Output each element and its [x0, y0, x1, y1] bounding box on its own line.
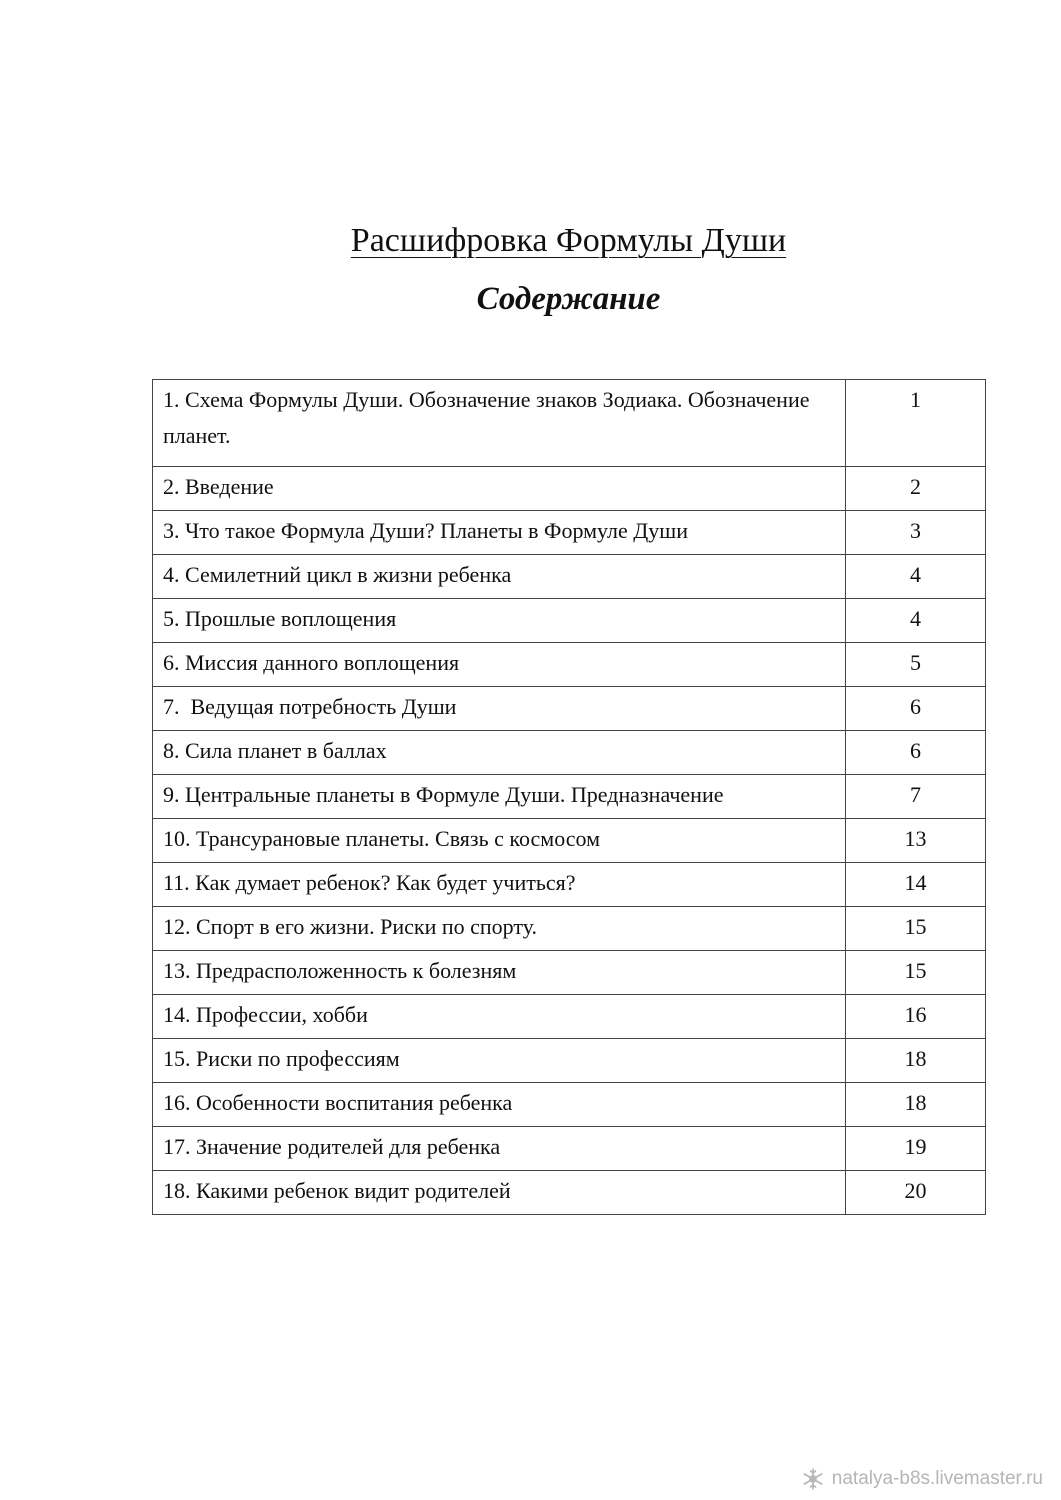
snowflake-icon: [802, 1468, 824, 1490]
toc-entry-page: 4: [846, 555, 986, 599]
toc-row: [153, 907, 986, 951]
toc-row: [153, 1083, 986, 1127]
toc-entry-page: 16: [846, 995, 986, 1039]
toc-entry-page: 13: [846, 819, 986, 863]
toc-entry-page: 14: [846, 863, 986, 907]
toc-row: [153, 511, 986, 555]
toc-row: [153, 1127, 986, 1171]
toc-entry-title: 12. Спорт в его жизни. Риски по спорту.: [153, 907, 846, 951]
toc-row: [153, 731, 986, 775]
toc-row: [153, 599, 986, 643]
toc-entry-title: 1. Схема Формулы Души. Обозначение знаков Зодиака. Обозначение планет.: [153, 380, 846, 467]
toc-row: [153, 863, 986, 907]
toc-row: [153, 775, 986, 819]
toc-entry-page: 2: [846, 467, 986, 511]
toc-row: [153, 555, 986, 599]
toc-row: [153, 995, 986, 1039]
toc-table: [152, 379, 986, 1215]
toc-entry-title: 10. Трансурановые планеты. Связь с космосом: [153, 819, 846, 863]
toc-entry-page: 5: [846, 643, 986, 687]
toc-row: [153, 1039, 986, 1083]
watermark: [802, 1468, 1043, 1490]
document-title: Расшифровка Формулы Души: [350, 222, 787, 259]
toc-row: [153, 467, 986, 511]
toc-entry-title: 7. Ведущая потребность Души: [153, 687, 846, 731]
toc-entry-page: 15: [846, 907, 986, 951]
toc-entry-page: 6: [846, 731, 986, 775]
toc-entry-page: 19: [846, 1127, 986, 1171]
toc-entry-page: 20: [846, 1171, 986, 1215]
toc-entry-title: 18. Какими ребенок видит родителей: [153, 1171, 846, 1215]
toc-row: [153, 643, 986, 687]
toc-entry-title: 4. Семилетний цикл в жизни ребенка: [153, 555, 846, 599]
toc-entry-title: 16. Особенности воспитания ребенка: [153, 1083, 846, 1127]
toc-row: [153, 951, 986, 995]
watermark-text: natalya-b8s.livemaster.ru: [831, 1468, 1043, 1489]
toc-heading: Содержание: [476, 281, 661, 317]
toc-entry-page: 18: [846, 1039, 986, 1083]
toc-entry-page: 15: [846, 951, 986, 995]
toc-entry-page: 3: [846, 511, 986, 555]
toc-row: [153, 819, 986, 863]
toc-row: [153, 1171, 986, 1215]
toc-entry-page: 7: [846, 775, 986, 819]
toc-entry-title: 3. Что такое Формула Души? Планеты в Формуле Души: [153, 511, 846, 555]
toc-entry-title: 11. Как думает ребенок? Как будет учиться?: [153, 863, 846, 907]
toc-row: [153, 380, 986, 467]
toc-entry-title: 5. Прошлые воплощения: [153, 599, 846, 643]
toc-entry-title: 13. Предрасположенность к болезням: [153, 951, 846, 995]
toc-entry-title: 2. Введение: [153, 467, 846, 511]
toc-entry-title: 9. Центральные планеты в Формуле Души. Предназначение: [153, 775, 846, 819]
toc-entry-title: 15. Риски по профессиям: [153, 1039, 846, 1083]
toc-entry-title: 8. Сила планет в баллах: [153, 731, 846, 775]
toc-entry-title: 17. Значение родителей для ребенка: [153, 1127, 846, 1171]
toc-row: [153, 687, 986, 731]
toc-entry-page: 18: [846, 1083, 986, 1127]
toc-entry-page: 4: [846, 599, 986, 643]
toc-entry-title: 6. Миссия данного воплощения: [153, 643, 846, 687]
toc-entry-page: 6: [846, 687, 986, 731]
toc-entry-page: 1: [846, 380, 986, 467]
toc-entry-title: 14. Профессии, хобби: [153, 995, 846, 1039]
